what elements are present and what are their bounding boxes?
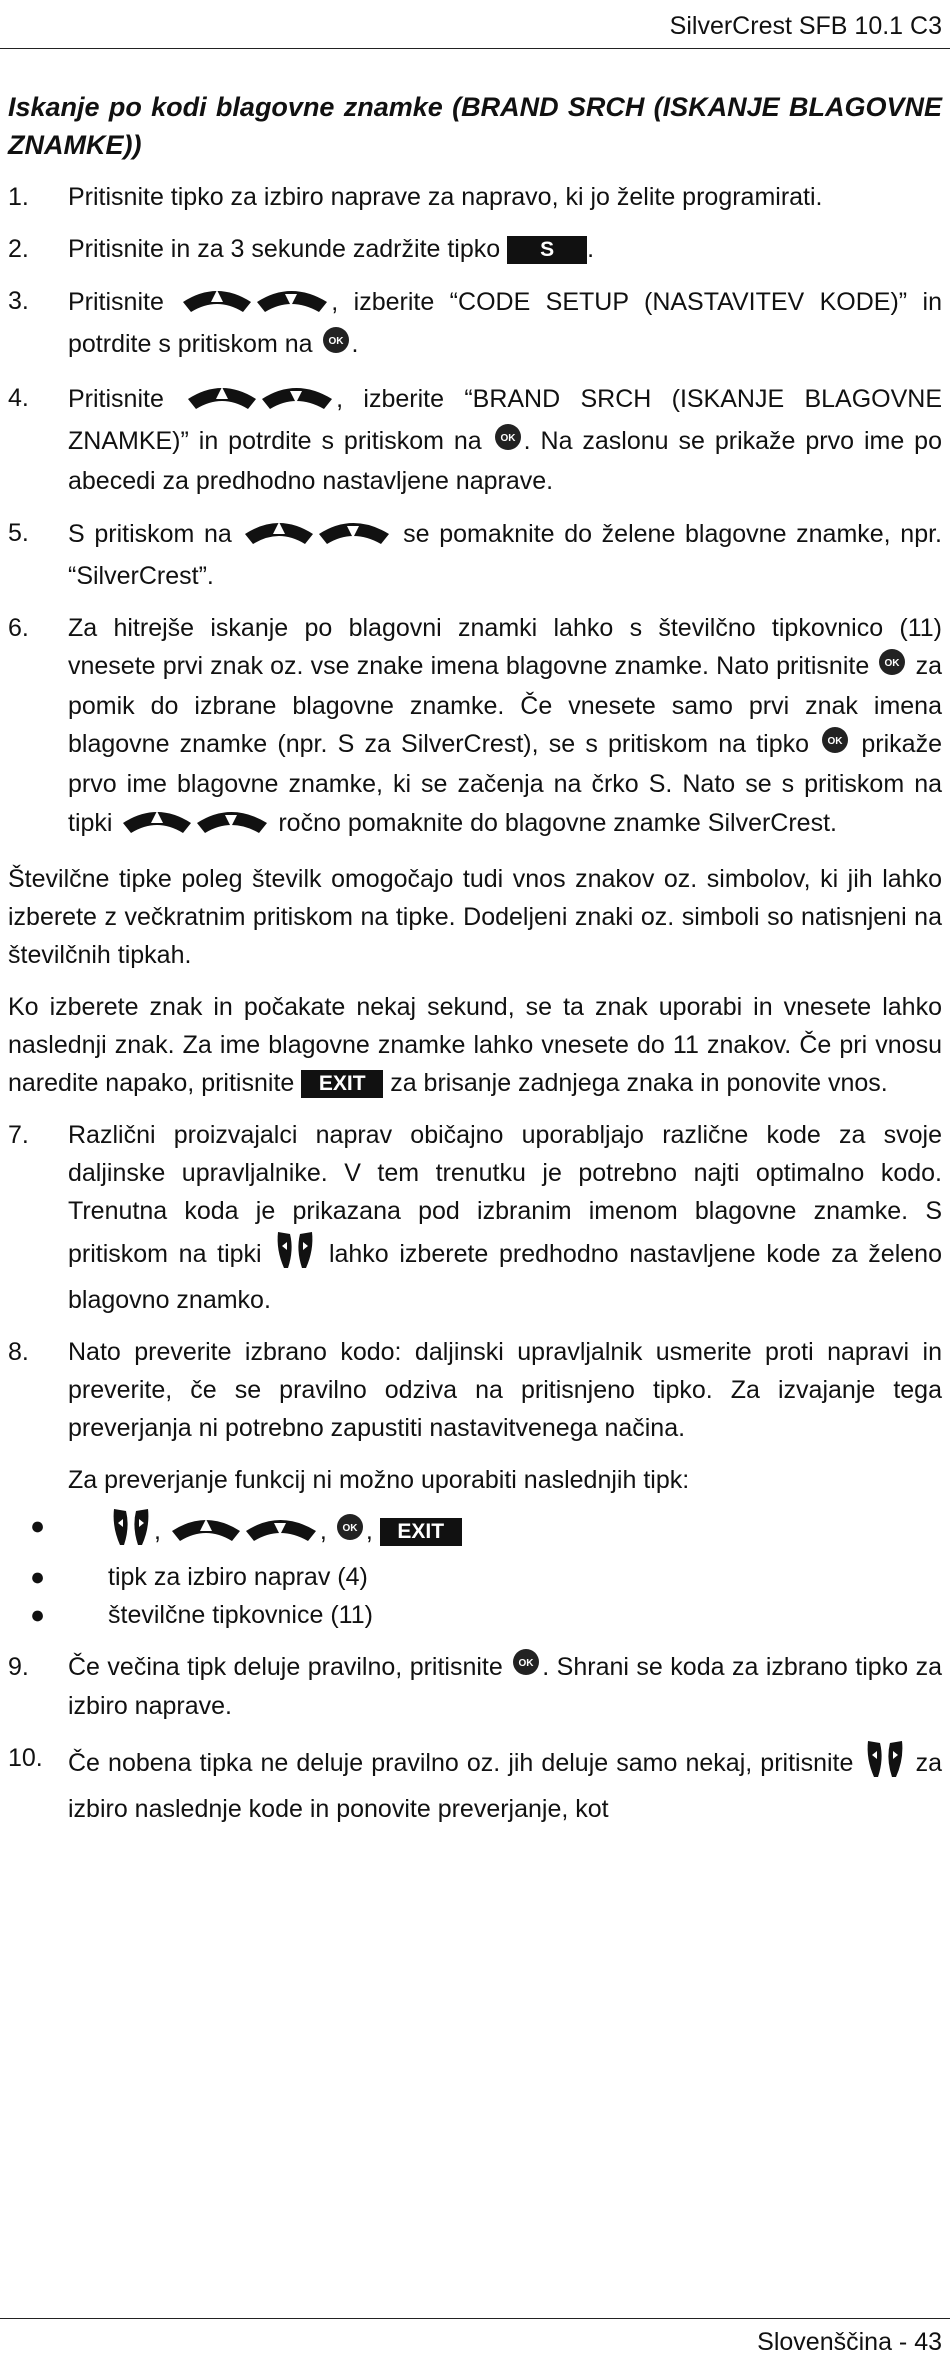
ok-key-icon bbox=[336, 1513, 364, 1552]
step-number: 1. bbox=[8, 183, 29, 211]
updown-key-icon bbox=[243, 514, 391, 557]
list-item bbox=[8, 1507, 942, 1558]
text-run: Za hitrejše iskanje po blagovni znamki lahko s številčno tipkovnico (11) vnesete prvi znak oz. vse znake imena blagovne znamke. Nato pritisnite bbox=[68, 613, 942, 680]
step-number: 4. bbox=[8, 383, 29, 412]
text-run: številčne tipkovnice (11) bbox=[108, 1600, 373, 1629]
s-key-key-icon: S bbox=[507, 236, 587, 264]
svg-text:OK: OK bbox=[884, 657, 900, 669]
text-run: , bbox=[365, 1516, 380, 1545]
updown-key-icon bbox=[186, 379, 334, 422]
text-run: se pomaknite do želene blagovne znamke, npr. “SilverCrest”. bbox=[68, 519, 942, 590]
text-run: za izbiro naslednje kode in ponovite preverjanje, kot bbox=[68, 1749, 943, 1824]
numbered-step bbox=[8, 1648, 942, 1726]
text-run: lahko izberete predhodno nastavljene kode za želeno blagovno znamko. bbox=[68, 1239, 942, 1314]
step-number: 5. bbox=[8, 518, 29, 547]
paragraph bbox=[8, 860, 942, 974]
list-item-text bbox=[108, 1507, 462, 1558]
updown-key-icon bbox=[181, 282, 329, 325]
text-run: Če večina tipk deluje pravilno, pritisnite bbox=[68, 1652, 511, 1681]
exit-key-icon: EXIT bbox=[380, 1518, 462, 1546]
bullet-icon: ● bbox=[30, 1511, 46, 1540]
step-number: 3. bbox=[8, 287, 29, 315]
text-run: za brisanje zadnjega znaka in ponovite vnos. bbox=[383, 1068, 888, 1097]
numbered-step bbox=[8, 379, 942, 500]
text-run: Pritisnite bbox=[68, 288, 180, 317]
text-run: , bbox=[319, 1516, 334, 1545]
text-run: , bbox=[154, 1516, 168, 1545]
step-number: 10. bbox=[8, 1744, 43, 1773]
page-number: Slovenščina - 43 bbox=[757, 2328, 942, 2356]
text-run: tipk za izbiro naprav (4) bbox=[108, 1562, 368, 1591]
leftright-key-icon bbox=[864, 1739, 906, 1790]
header-title: SilverCrest SFB 10.1 C3 bbox=[669, 12, 942, 40]
step-text bbox=[68, 1648, 942, 1726]
step-number: 2. bbox=[8, 235, 29, 263]
text-run: , izberite “CODE SETUP (NASTAVITEV KODE)” in potrdite s pritiskom na bbox=[68, 288, 943, 358]
text-run: Če nobena tipka ne deluje pravilno oz. jih deluje samo nekaj, pritisnite bbox=[68, 1749, 862, 1778]
leftright-key-icon bbox=[274, 1230, 316, 1281]
text-run: , izberite “BRAND SRCH (ISKANJE BLAGOVNE ZNAMKE)” in potrdite s pritiskom na bbox=[68, 385, 942, 455]
ok-key-icon bbox=[878, 648, 906, 687]
exit-key-icon: EXIT bbox=[301, 1070, 383, 1098]
step-number: 9. bbox=[8, 1652, 29, 1681]
numbered-step bbox=[8, 1739, 942, 1828]
text-run: Pritisnite bbox=[68, 385, 185, 413]
document-body bbox=[8, 88, 942, 1842]
bullet-icon: ● bbox=[30, 1562, 46, 1591]
numbered-step bbox=[8, 230, 942, 268]
step-text bbox=[68, 178, 942, 216]
header-divider bbox=[0, 48, 950, 49]
text-run: . bbox=[351, 330, 359, 358]
numbered-step bbox=[8, 609, 942, 846]
text-run: ročno pomaknite do blagovne znamke SilverCrest. bbox=[271, 808, 837, 837]
text-run: S pritiskom na bbox=[68, 519, 242, 548]
step-text bbox=[68, 1739, 942, 1828]
list-item bbox=[8, 1596, 942, 1634]
step-number: 7. bbox=[8, 1120, 29, 1149]
numbered-step bbox=[8, 514, 942, 595]
text-run: . Shrani se koda za izbrano tipko za izbiro naprave. bbox=[68, 1652, 942, 1721]
step-text bbox=[68, 1333, 942, 1447]
svg-text:OK: OK bbox=[500, 432, 516, 444]
step-text bbox=[68, 282, 942, 365]
paragraph bbox=[68, 1461, 942, 1499]
svg-text:OK: OK bbox=[518, 1658, 534, 1670]
text-run: . Na zaslonu se prikaže prvo ime po abecedi za predhodno nastavljene naprave. bbox=[68, 426, 942, 495]
ok-key-icon bbox=[512, 1648, 540, 1687]
bullet-list bbox=[8, 1507, 942, 1634]
text-run: Pritisnite tipko za izbiro naprave za napravo, ki jo želite programirati. bbox=[68, 183, 823, 211]
numbered-step bbox=[8, 178, 942, 216]
list-item-text bbox=[108, 1596, 373, 1634]
step-text bbox=[68, 609, 942, 846]
svg-text:OK: OK bbox=[328, 335, 343, 347]
ok-key-icon bbox=[494, 423, 522, 462]
svg-text:OK: OK bbox=[342, 1522, 358, 1534]
section-title: Iskanje po kodi blagovne znamke (BRAND SRCH (ISKANJE BLAGOVNE ZNAMKE)) bbox=[8, 92, 942, 160]
text-run: Pritisnite in za 3 sekunde zadržite tipko bbox=[68, 235, 508, 263]
text-run: za pomik do izbrane blagovne znamke. Če vnesete samo prvi znak imena blagovne znamke (npr. S za SilverCrest), se s pritiskom na tipko bbox=[68, 651, 942, 758]
numbered-step bbox=[8, 282, 942, 365]
step-text bbox=[68, 1116, 942, 1319]
text-run: Številčne tipke poleg številk omogočajo tudi vnos znakov oz. simbolov, ki jih lahko izberete z večkratnim pritiskom na tipke. Dodeljeni znaki oz. simboli so natisnjeni na številčnih tipkah. bbox=[8, 864, 942, 969]
list-item bbox=[8, 1558, 942, 1596]
bullet-icon: ● bbox=[30, 1600, 46, 1629]
text-run: Različni proizvajalci naprav običajno uporabljajo različne kode za svoje daljinske upravljalnike. V tem trenutku je potrebno najti optimalno kodo. Trenutna koda je prikazana pod izbranim imenom blagovne znamke. S pritiskom na tipki bbox=[68, 1120, 942, 1268]
text-run: prikaže prvo ime blagovne znamke, ki se začenja na črko S. Nato se s pritiskom na tipki bbox=[68, 729, 942, 837]
text-run: Za preverjanje funkcij ni možno uporabiti naslednjih tipk: bbox=[68, 1465, 690, 1494]
svg-text:OK: OK bbox=[827, 735, 843, 747]
numbered-step bbox=[8, 1116, 942, 1319]
list-item-text bbox=[108, 1558, 368, 1596]
step-text bbox=[68, 230, 942, 268]
updown-key-icon bbox=[170, 1511, 318, 1554]
ok-key-icon bbox=[821, 726, 849, 765]
text-run: Nato preverite izbrano kodo: daljinski upravljalnik usmerite proti napravi in preverite, če se pravilno odziva na pritisnjeno tipko. Za izvajanje tega preverjanja ni potrebno zapustiti nastavitvenega načina. bbox=[68, 1337, 942, 1442]
paragraph bbox=[8, 988, 942, 1102]
ok-key-icon bbox=[322, 326, 350, 365]
footer-divider bbox=[0, 2318, 950, 2319]
text-run: Ko izberete znak in počakate nekaj sekund, se ta znak uporabi in vnesete lahko naslednji znak. Za ime blagovne znamke lahko vnesete do 11 znakov. Če pri vnosu naredite napako, pritisnite bbox=[8, 992, 942, 1097]
step-number: 8. bbox=[8, 1337, 29, 1366]
text-run: . bbox=[587, 235, 595, 263]
step-text bbox=[68, 514, 942, 595]
leftright-key-icon bbox=[110, 1507, 152, 1558]
step-text bbox=[68, 379, 942, 500]
numbered-step bbox=[8, 1333, 942, 1447]
updown-key-icon bbox=[121, 803, 269, 846]
step-number: 6. bbox=[8, 613, 29, 642]
